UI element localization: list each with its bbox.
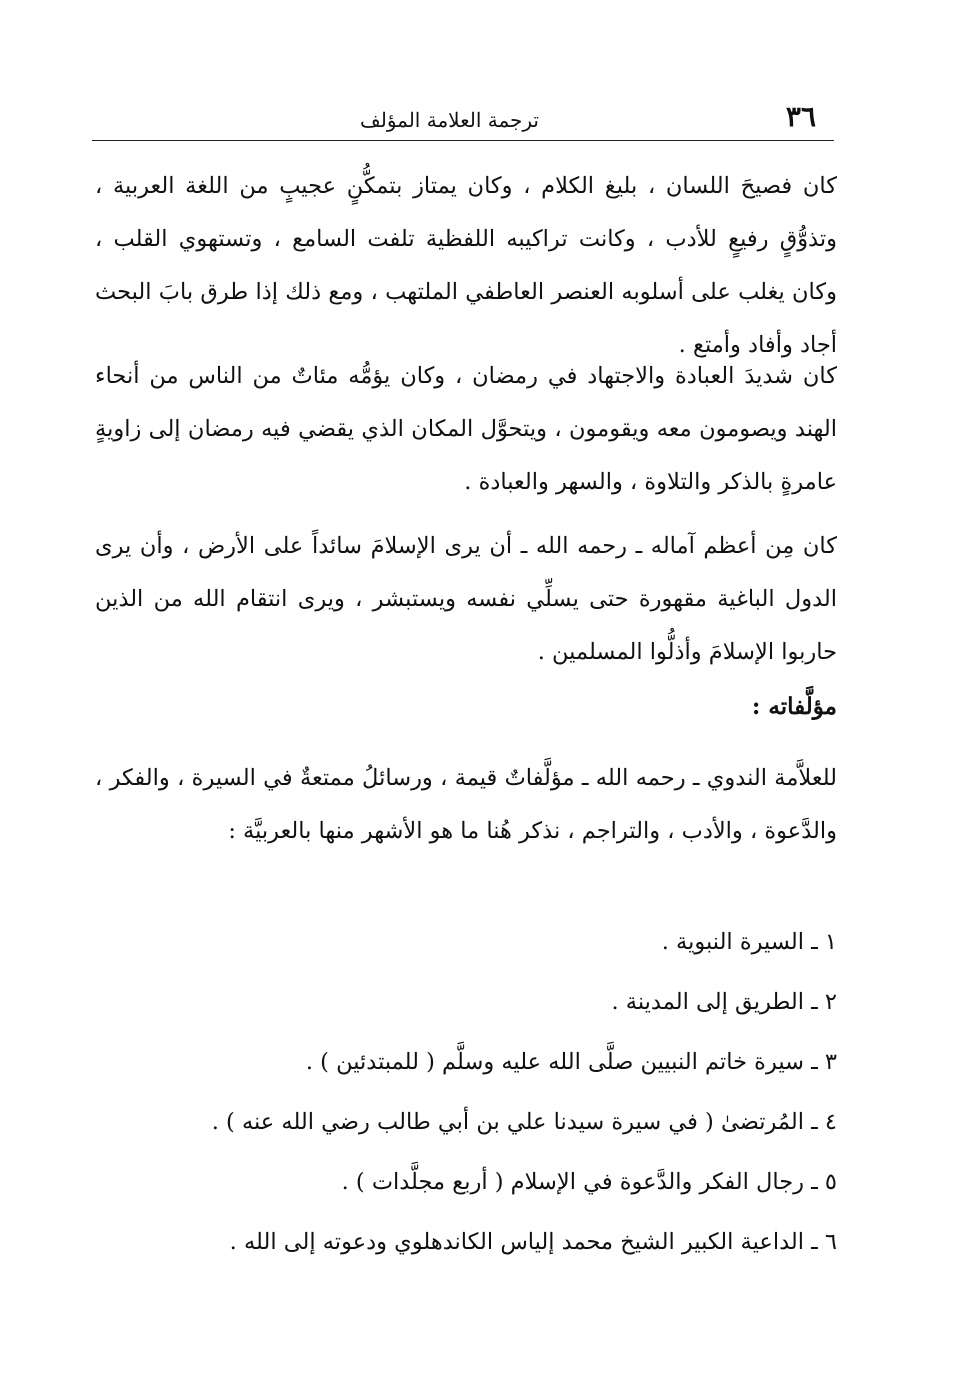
paragraph-works-intro: للعلاَّمة الندوي ـ رحمه الله ـ مؤلَّفاتٌ قيمة ، ورسائلُ ممتعةٌ في السيرة ، والفكر ، والدَّعوة ، والأدب ، والتراجم ، نذكر هُنا ما هو الأشهر منها بالعربيَّة : (95, 765, 837, 844)
running-title: ترجمة العلامة المؤلف (360, 108, 539, 132)
list-item: ٦ ـ الداعية الكبير الشيخ محمد إلياس الكاندهلوي ودعوته إلى الله . (229, 1229, 837, 1255)
list-item: ٢ ـ الطريق إلى المدينة . (611, 989, 837, 1015)
page-number: ٣٦ (785, 100, 816, 133)
list-item: ٤ ـ المُرتضىٰ ( في سيرة سيدنا علي بن أبي طالب رضي الله عنه ) . (211, 1109, 837, 1135)
list-item: ١ ـ السيرة النبوية . (661, 929, 837, 955)
section-heading-works: مؤلَّفاته : (751, 693, 837, 720)
paragraph-eloquence: كان فصيحَ اللسان ، بليغ الكلام ، وكان يمتاز بتمكُّنٍ عجيبٍ من اللغة العربية ، وتذوُّقٍ رفيعٍ للأدب ، وكانت تراكيبه اللفظية تلفت السامع ، وتستهوي القلب ، وكان يغلب على أسلوبه العنصر العاطفي الملتهب ، ومع ذلك إذا طرق بابَ البحث أجاد وأفاد وأمتع . (95, 173, 837, 358)
page-header (92, 96, 834, 141)
paragraph-worship: كان شديدَ العبادة والاجتهاد في رمضان ، وكان يؤمُّه مئاتٌ من الناس من أنحاء الهند ويصومون معه ويقومون ، ويتحوَّل المكان الذي يقضي فيه رمضان إلى زاويةٍ عامرةٍ بالذكر والتلاوة ، والسهر والعبادة . (95, 363, 837, 495)
list-item: ٣ ـ سيرة خاتم النبيين صلَّى الله عليه وسلَّم ( للمبتدئين ) . (305, 1049, 837, 1075)
works-list (212, 912, 837, 1272)
list-item: ٥ ـ رجال الفكر والدَّعوة في الإسلام ( أربع مجلَّدات ) . (341, 1169, 837, 1195)
paragraph-hopes: كان مِن أعظم آماله ـ رحمه الله ـ أن يرى الإسلامَ سائداً على الأرض ، وأن يرى الدول الباغية مقهورة حتى يسلِّي نفسه ويستبشر ، ويرى انتقام الله من الذين حاربوا الإسلامَ وأذلُّوا المسلمين . (95, 533, 837, 665)
